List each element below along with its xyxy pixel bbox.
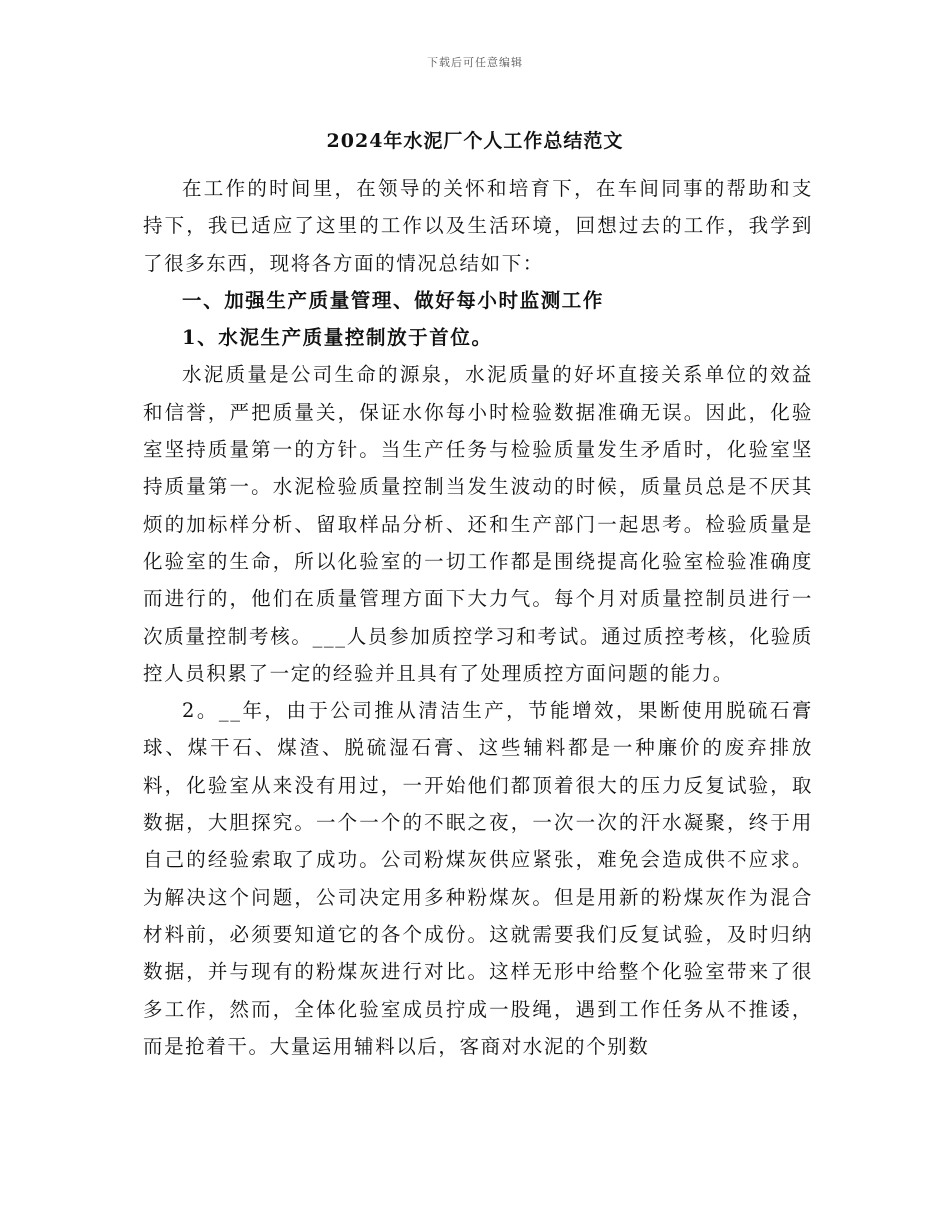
body-paragraph-materials: 2。__年，由于公司推从清洁生产，节能增效，果断使用脱硫石膏球、煤干石、煤渣、脱硫湿石膏、这些辅料都是一种廉价的废弃排放料，化验室从来没有用过，一开始他们都顶着很大的压力反复试验，取数据，大胆探究。一个一个的不眠之夜，一次一次的汗水凝聚，终于用自己的经验索取了成功。公司粉煤灰供应紧张，难免会造成供不应求。为解决这个问题，公司决定用多种粉煤灰。但是用新的粉煤灰作为混合材料前，必须要知道它的各个成份。这就需要我们反复试验，及时归纳数据，并与现有的粉煤灰进行对比。这样无形中给整个化验室带来了很多工作，然而，全体化验室成员拧成一股绳，遇到工作任务从不推诿，而是抢着干。大量运用辅料以后，客商对水泥的个别数 xyxy=(143,699,813,1058)
header-note: 下载后可任意编辑 xyxy=(427,56,523,69)
intro-paragraph: 在工作的时间里，在领导的关怀和培育下，在车间同事的帮助和支持下，我已适应了这里的工作以及生活环境，回想过去的工作，我学到了很多东西，现将各方面的情况总结如下： xyxy=(143,177,813,275)
document-body xyxy=(143,170,813,1065)
subsection-heading: 1、水泥生产质量控制放于首位。 xyxy=(182,326,493,350)
section-heading: 一、加强生产质量管理、做好每小时监测工作 xyxy=(182,288,605,312)
body-paragraph-quality: 水泥质量是公司生命的源泉，水泥质量的好坏直接关系单位的效益和信誉，严把质量关，保证水你每小时检验数据准确无误。因此，化验室坚持质量第一的方针。当生产任务与检验质量发生矛盾时，化验室坚持质量第一。水泥检验质量控制当发生波动的时候，质量员总是不厌其烦的加标样分析、留取样品分析、还和生产部门一起思考。检验质量是化验室的生命，所以化验室的一切工作都是围绕提高化验室检验准确度而进行的，他们在质量管理方面下大力气。每个月对质量控制员进行一次质量控制考核。___人员参加质控学习和考试。通过质控考核，化验质控人员积累了一定的经验并且具有了处理质控方面问题的能力。 xyxy=(143,363,813,685)
document-title: 2024年水泥厂个人工作总结范文 xyxy=(326,130,624,152)
